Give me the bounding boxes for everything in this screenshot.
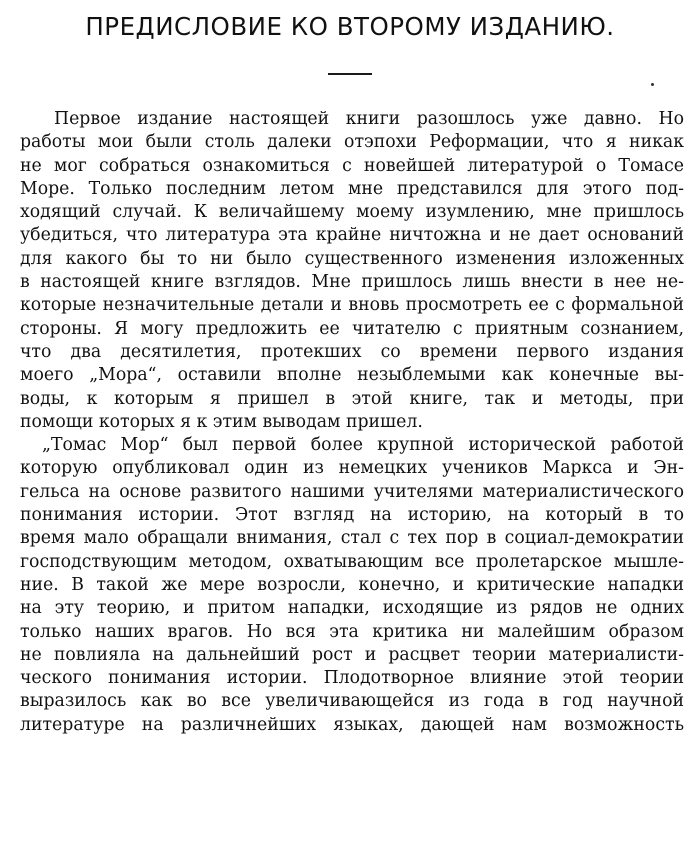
text-line: которую опубликовал один из немецких учеников Маркса и Эн- <box>20 458 684 479</box>
text-line: моего „Мора“, оставили вполне незыблемыми как конечные вы- <box>20 365 684 386</box>
text-line: время мало обращали внимания, стал с тех пор в социал-демократии <box>20 528 684 549</box>
text-line: не мог собраться ознакомиться с новейшей литературой о Томасе <box>20 155 684 176</box>
text-line: выразилось как во все увеличивающейся из года в год научной <box>20 691 684 712</box>
text-line: не повлияла на дальнейший рост и расцвет теории материалисти- <box>20 644 684 665</box>
print-speck <box>651 83 654 86</box>
text-line: что два десятилетия, протекших со времени первого издания <box>20 341 684 362</box>
text-line: убедиться, что литература эта крайне ничтожна и не дает оснований <box>20 225 684 246</box>
paragraph-1 <box>20 108 684 434</box>
text-line: воды, к которым я пришел в этой книге, так и методы, при <box>20 388 684 409</box>
text-line: понимания истории. Этот взгляд на историю, на который в то <box>20 505 684 526</box>
text-line: Первое издание настоящей книги разошлось уже давно. Но <box>54 109 684 129</box>
title-divider <box>328 73 372 75</box>
text-line: господствующим методом, охватывающим все пролетарское мышле- <box>20 551 684 572</box>
text-line: ходящий случай. К величайшему моему изумлению, мне пришлось <box>20 202 684 223</box>
text-line: работы мои были столь далеки отэпохи Реформации, что я никак <box>20 132 684 153</box>
page-title: ПРЕДИСЛОВИЕ КО ВТОРОМУ ИЗДАНИЮ. <box>85 12 615 41</box>
text-line: в настоящей книге взглядов. Мне пришлось лишь внести в нее не- <box>20 272 684 293</box>
text-line: на эту теорию, и притом нападки, исходящие из рядов не одних <box>20 598 684 619</box>
paragraph-2 <box>20 434 684 737</box>
text-line: Море. Только последним летом мне представился для этого под- <box>20 178 684 199</box>
text-line: для какого бы то ни было существенного изменения изложенных <box>20 248 684 269</box>
body-text <box>20 108 684 737</box>
text-line: „Томас Мор“ был первой более крупной исторической работой <box>42 435 684 456</box>
text-line: ние. В такой же мере возросли, конечно, и критические нападки <box>20 574 684 595</box>
text-line: стороны. Я могу предложить ее читателю с приятным сознанием, <box>20 318 684 339</box>
text-line: ческого понимания истории. Плодотворное влияние этой теории <box>20 668 684 689</box>
text-line: только наших врагов. Но вся эта критика ни малейшим образом <box>20 621 684 642</box>
text-line: литературе на различнейших языках, дающей нам возможность <box>20 714 684 735</box>
text-line: гельса на основе развитого нашими учителями материалистического <box>20 481 684 502</box>
text-line: которые незначительные детали и вновь просмотреть ее с формальной <box>20 295 684 316</box>
text-line: помощи которых я к этим выводам пришел. <box>20 411 423 432</box>
